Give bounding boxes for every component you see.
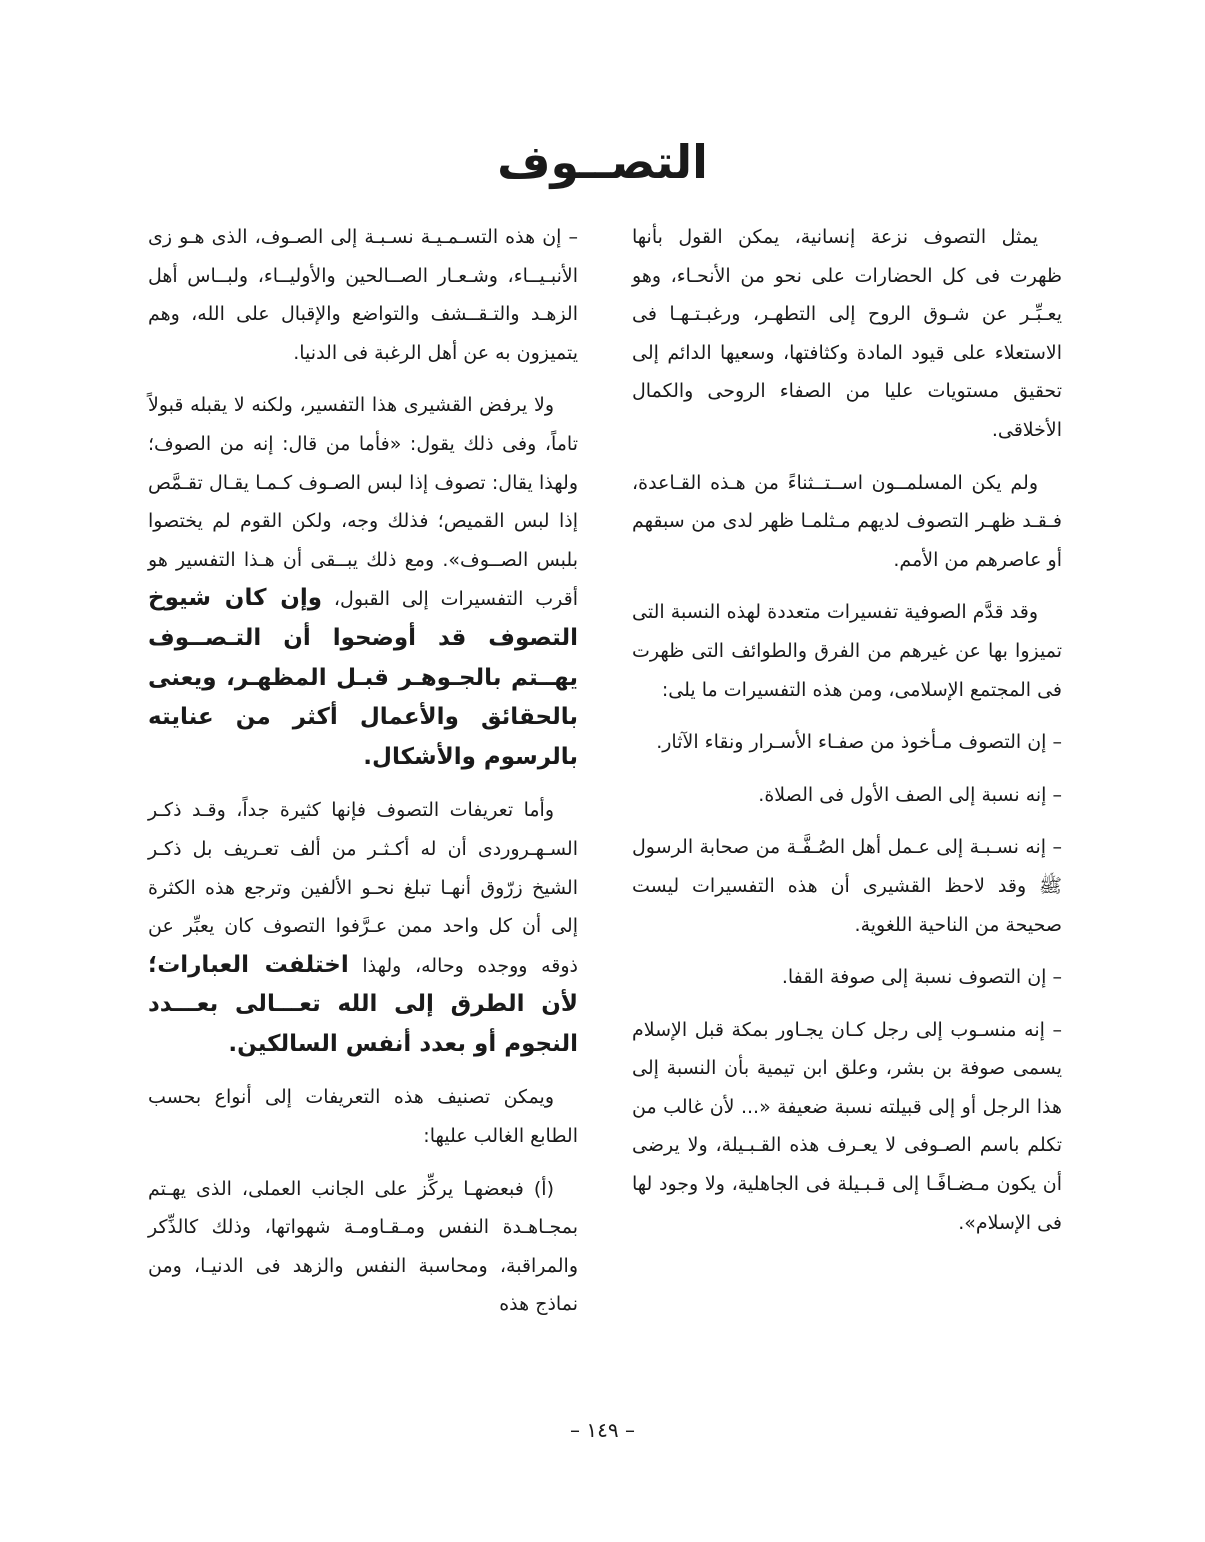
paragraph: ولم يكن المسلمــون اســتــثناءً من هـذه القـاعدة، فـقـد ظهـر التصوف لديهم مـثلمـا ظهر لدى من سبقهم أو عاصرهم من الأمم. — [632, 471, 1062, 571]
paragraph-text: ولا يرفض القشيرى هذا التفسير، ولكنه لا يقبله قبولاً تاماً، وفى ذلك يقول: «فأما من قال: إنه من الصوف؛ ولهذا يقال: تصوف إذا لبس الصـوف كـمـا يقـال تقـمَّص إذا لبس القميص؛ فذلك وجه، ولكن القوم لم يختصوا بلبس الصــوف». ومع ذلك يبــقى أن هـذا التفسير هو أقرب التفسيرات إلى القبول، — [148, 394, 578, 611]
paragraph: (أ) فبعضهـا يركِّز على الجانب العملى، الذى يهـتم بمجـاهـدة النفس ومـقـاومـة شهواتها، وذلك كالذِّكر والمراقبة، ومحاسبة النفس والزهد فى الدنيـا، ومن نماذج هذه — [148, 1177, 578, 1316]
paragraph-text: وأما تعريفات التصوف فإنها كثيرة جداً، وقـد ذكـر السـهـروردى أن له أكـثـر من ألف تعـريف بل ذكـر الشيخ زرّوق أنهـا تبلغ نحـو الألفين وترجع هذه الكثرة إلى أن كل واحد ممن عـرَّفوا التصوف كان يعبِّر عن ذوقه ووجده وحاله، ولهذا — [148, 799, 578, 977]
paragraph: وقد قدَّم الصوفية تفسيرات متعددة لهذه النسبة التى تميزوا بها عن غيرهم من الفرق والطوائف التى ظهرت فى المجتمع الإسلامى، ومن هذه التفسيرات ما يلى: — [632, 601, 1062, 701]
list-item: – إنه نسـبـة إلى عـمل أهل الصُـفَّـة من صحابة الرسول ﷺ وقد لاحظ القشيرى أن هذه التفسيرات ليست صحيحة من الناحية اللغوية. — [632, 836, 1062, 936]
left-column — [148, 218, 578, 1338]
emphasized-text: وإن كان شيوخ التصوف قد أوضحوا أن التـصــوف يهــتم بالجـوهـر قبـل المظهـر، ويعنى بالحقائق والأعمال أكثر من عنايته بالرسوم والأشكال. — [148, 585, 578, 770]
list-item: – إنه منسـوب إلى رجل كـان يجـاور بمكة قبل الإسلام يسمى صوفة بن بشر، وعلق ابن تيمية بأن النسبة إلى هذا الرجل أو إلى قبيلته نسبة ضعيفة «... لأن غالب من تكلم باسم الصـوفى لا يعـرف هذه القـبـيلة، ولا يرضى أن يكون مـضـافًـا إلى قـبـيلة فى الجاهلية، ولا وجود لها فى الإسلام». — [632, 1018, 1062, 1234]
paragraph: يمثل التصوف نزعة إنسانية، يمكن القول بأنها ظهرت فى كل الحضارات على نحو من الأنحـاء، وهو يعـبِّـر عن شـوق الروح إلى التطهـر، ورغبـتـهـا فى الاستعلاء على قيود المادة وكثافتها، وسعيها الدائم إلى تحقيق مستويات عليا من الصفاء الروحى والكمال الأخلاقى. — [632, 226, 1062, 441]
emphasized-text: لأن الطرق إلى الله تعـــالى بعـــدد النجوم أو بعدد أنفس السالكين. — [148, 991, 578, 1057]
paragraph — [148, 386, 578, 777]
page-title: التصــوف — [497, 135, 708, 189]
list-item: – إن التصوف نسبة إلى صوفة القفا. — [781, 966, 1062, 989]
emphasized-text: اختلفت العبارات؛ — [148, 951, 349, 978]
list-item: – إن هذه التسـمـيـة نسـبـة إلى الصـوف، الذى هـو زى الأنبـيــاء، وشـعـار الصــالحين والأوليــاء، ولبــاس أهل الزهـد والتـقــشف والتواضع والإقبال على الله، وهم يتميزون به عن أهل الرغبة فى الدنيا. — [148, 226, 578, 364]
right-column — [632, 218, 1062, 1256]
paragraph — [148, 791, 578, 1064]
paragraph: ويمكن تصنيف هذه التعريفات إلى أنواع بحسب الطابع الغالب عليها: — [148, 1086, 578, 1148]
list-item: – إن التصوف مـأخوذ من صفـاء الأسـرار ونقاء الآثار. — [656, 731, 1062, 754]
page-number: – ١٤٩ – — [570, 1418, 635, 1442]
list-item: – إنه نسبة إلى الصف الأول فى الصلاة. — [758, 783, 1062, 806]
